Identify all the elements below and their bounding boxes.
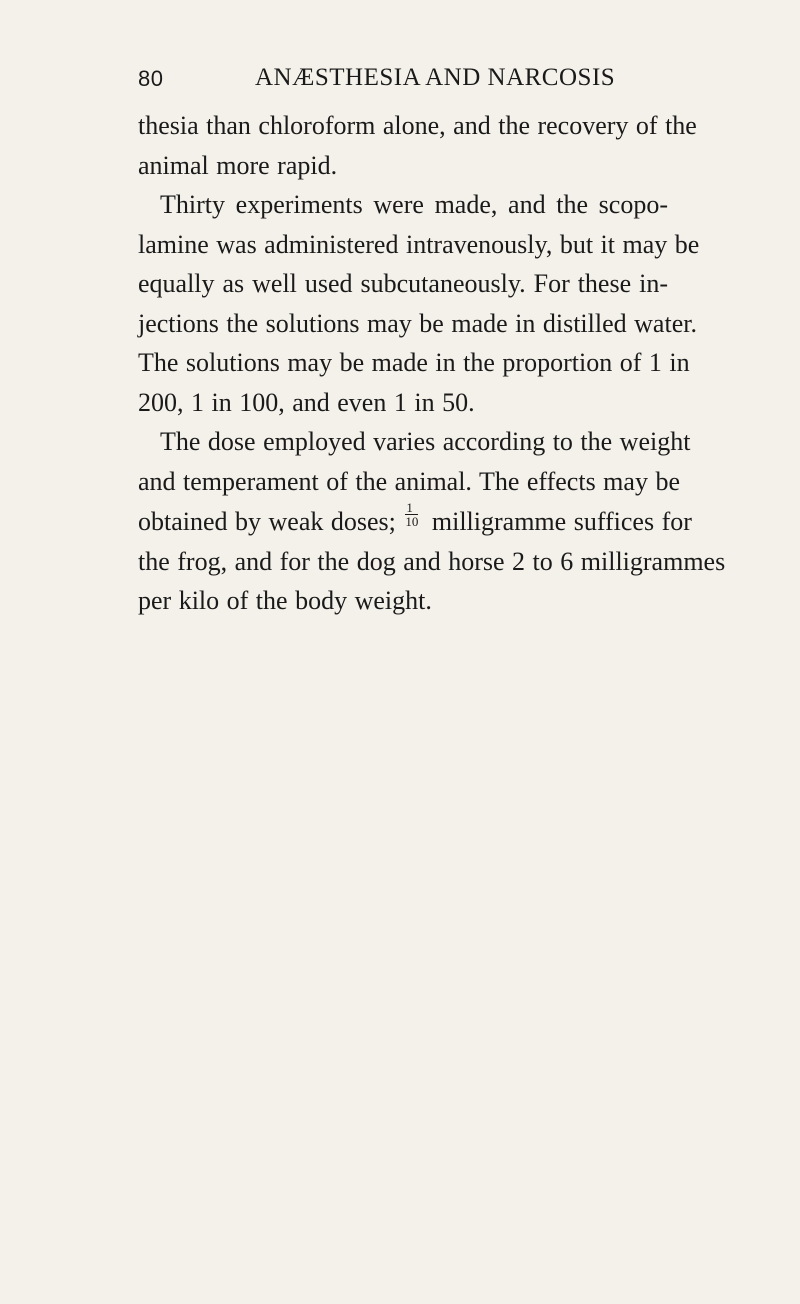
text-line: The solutions may be made in the proportion of 1 in	[138, 348, 690, 377]
text-segment: milligramme suffices for	[431, 507, 692, 536]
text-line: animal more rapid.	[138, 150, 338, 180]
page-number: 80	[138, 66, 164, 91]
text-line: per kilo of the body weight.	[138, 586, 432, 615]
text-line: lamine was administered intravenously, but it may be	[138, 229, 700, 259]
text-line: The dose employed varies according to the weight	[160, 427, 691, 456]
text-line: equally as well used subcutaneously. For these in-	[138, 269, 668, 298]
text-line: jections the solutions may be made in distilled water.	[138, 308, 697, 338]
text-segment: obtained by weak doses;	[138, 507, 396, 536]
running-title: ANÆSTHESIA AND NARCOSIS	[255, 64, 616, 91]
text-line: the frog, and for the dog and horse 2 to 6 milligrammes	[138, 546, 726, 576]
text-line: Thirty experiments were made, and the scopo-	[160, 190, 668, 219]
fraction-denominator: 10	[405, 514, 419, 529]
text-line: and temperament of the animal. The effects may be	[138, 466, 680, 496]
fraction	[405, 501, 418, 528]
text-line-with-fraction	[138, 500, 692, 542]
running-head	[138, 60, 666, 100]
fraction-numerator: 1	[405, 501, 418, 515]
body-text	[138, 106, 726, 621]
text-line: thesia than chloroform alone, and the recovery of the	[138, 111, 697, 140]
text-line: 200, 1 in 100, and even 1 in 50.	[138, 387, 475, 417]
